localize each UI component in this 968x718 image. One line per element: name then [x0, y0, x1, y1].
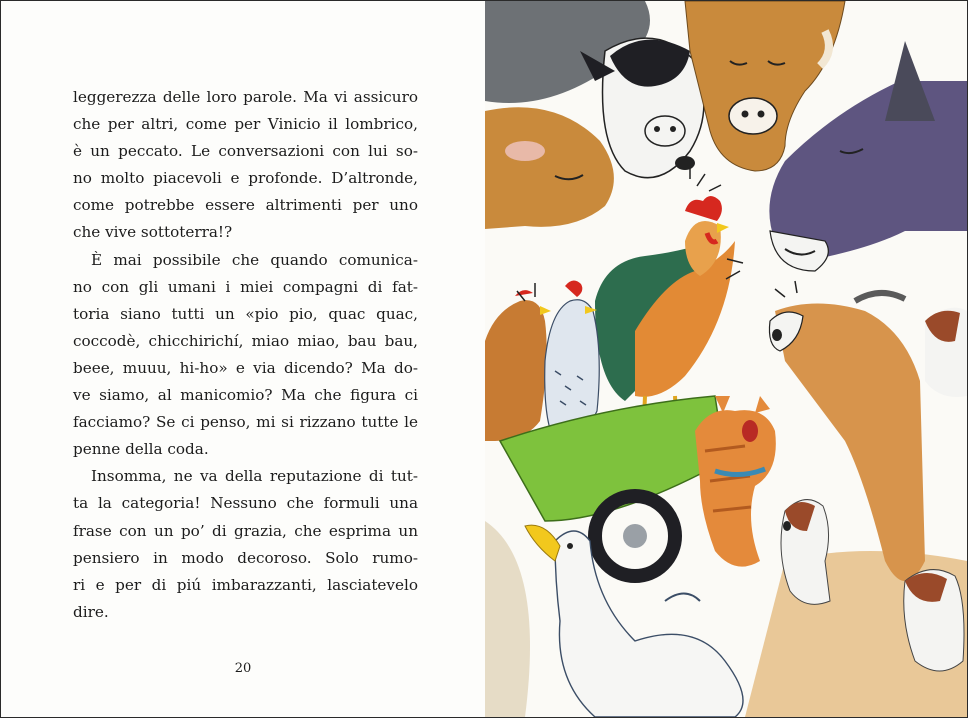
dog-icon — [925, 308, 967, 397]
text-line: penne della coda. — [73, 440, 209, 459]
page-number: 20 — [234, 661, 252, 676]
illustration-page — [485, 1, 967, 717]
text-line: no con gli umani i miei compagni di fat- — [73, 277, 418, 296]
text-line: facciamo? Se ci penso, mi si rizzano tutte le — [73, 413, 418, 432]
text-line: toria siano tutti un «pio pio, quac quac, — [73, 304, 418, 323]
paragraph-start-line: Insomma, ne va della reputazione di tut- — [91, 467, 418, 486]
text-line: leggerezza delle loro parole. Ma vi assicuro — [73, 88, 418, 106]
farm-animals-illustration — [485, 1, 967, 717]
text-line: come potrebbe essere altrimenti per uno — [73, 196, 418, 215]
text-line: beee, muuu, hi-ho» e via dicendo? Ma do- — [73, 358, 418, 377]
text-line: pensiero in modo decoroso. Solo rumo- — [73, 548, 418, 567]
text-line: ve siamo, al manicomio? Ma che figura ci — [73, 386, 418, 405]
text-line: frase con un po’ di grazia, che esprima un — [73, 521, 418, 540]
body-text — [73, 84, 418, 626]
text-line: no molto piacevoli e profonde. D’altronde, — [73, 169, 418, 188]
text-line: ta la categoria! Nessuno che formuli una — [73, 494, 418, 513]
text-line: dire. — [73, 602, 109, 621]
dog-icon — [904, 570, 964, 671]
text-line: che vive sottoterra!? — [73, 223, 233, 242]
text-line: che per altri, come per Vinicio il lombrico, — [73, 115, 418, 134]
text-line: ri e per di piú imbarazzanti, lasciatevelo — [73, 575, 418, 594]
text-line: coccodè, chicchirichí, miao miao, bau bau, — [73, 331, 418, 350]
text-page — [1, 1, 485, 717]
text-line: è un peccato. Le conversazioni con lui so- — [73, 142, 418, 161]
paragraph-start-line: È mai possibile che quando comunica- — [91, 250, 418, 269]
